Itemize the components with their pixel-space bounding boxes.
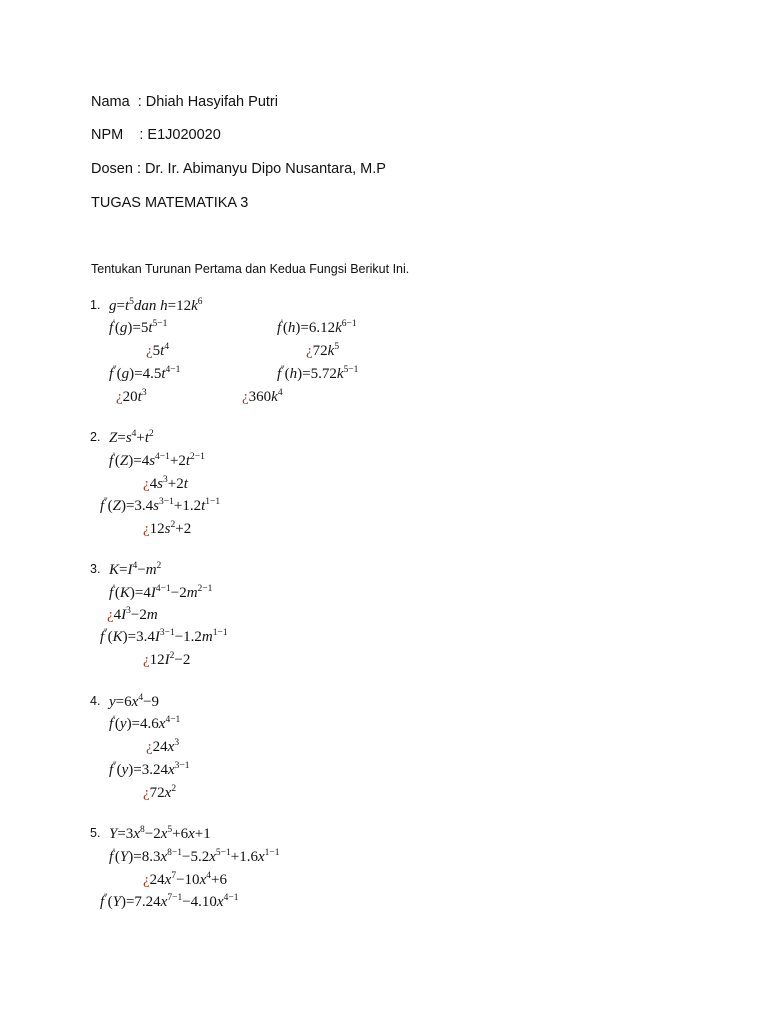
problem-3-first-derivative: $f'(K)=4I^{4-1}-2m^{2-1}$ <box>109 584 213 601</box>
problem-1-first-derivative-g: $f'(g)=5t^{5-1}$ <box>109 319 168 336</box>
problem-1-first-derivative-h: $f'(h)=6.12k^{6-1}$ <box>277 319 357 336</box>
problem-1-second-result-g: ¿$20t^3$ <box>116 388 147 405</box>
problem-5-function: $Y=3x^8-2x^5+6x+1$ <box>109 825 211 842</box>
instruction-text: Tentukan Turunan Pertama dan Kedua Fungsi Berikut Ini. <box>91 262 410 276</box>
problem-3-function: $K=I^4-m^2$ <box>109 561 162 578</box>
problem-1-second-derivative-g: $f''(g)=4.5t^{4-1}$ <box>109 365 181 382</box>
problem-4-second-result: ¿$72x^2$ <box>143 784 177 801</box>
problem-4-second-derivative: $f''(y)=3.24x^{3-1}$ <box>109 761 190 778</box>
problem-4-first-result: ¿$24x^3$ <box>146 738 180 755</box>
problem-2-number: 2. <box>90 430 101 444</box>
problem-3-second-result: ¿$12I^2-2$ <box>143 651 191 668</box>
lecturer-name: Dosen : Dr. Ir. Abimanyu Dipo Nusantara, M.P <box>91 161 386 177</box>
problem-5-first-derivative: $f'(Y)=8.3x^{8-1}-5.2x^{5-1}+1.6x^{1-1}$ <box>109 848 280 865</box>
problem-5-first-result: ¿$24x^7-10x^4+6$ <box>143 871 227 888</box>
problem-4-number: 4. <box>90 694 101 708</box>
problem-4-first-derivative: $f'(y)=4.6x^{4-1}$ <box>109 715 181 732</box>
problem-2-second-result: ¿$12s^2+2$ <box>143 520 192 537</box>
problem-1-second-derivative-h: $f''(h)=5.72k^{5-1}$ <box>277 365 359 382</box>
problem-4-function: $y=6x^4-9$ <box>109 693 160 710</box>
student-name: Nama : Dhiah Hasyifah Putri <box>91 94 278 110</box>
problem-2-function: $Z=s^4+t^2$ <box>109 429 154 446</box>
problem-2-first-result: ¿$4s^3+2t$ <box>143 475 188 492</box>
problem-1-number: 1. <box>90 298 101 312</box>
problem-3-second-derivative: $f''(K)=3.4I^{3-1}-1.2m^{1-1}$ <box>100 628 228 645</box>
problem-3-first-result: ¿$4I^3-2m$ <box>107 606 158 623</box>
problem-2-second-derivative: $f''(Z)=3.4s^{3-1}+1.2t^{1-1}$ <box>100 497 221 514</box>
problem-1-first-result-h: ¿$72k^5$ <box>306 342 340 359</box>
problem-2-first-derivative: $f'(Z)=4s^{4-1}+2t^{2-1}$ <box>109 452 205 469</box>
problem-1-second-result-h: ¿$360k^4$ <box>242 388 283 405</box>
problem-1-first-result-g: ¿$5t^4$ <box>146 342 170 359</box>
problem-1-function: $g=t^5dan$ $h=12k^6$ <box>109 297 203 314</box>
assignment-title: TUGAS MATEMATIKA 3 <box>91 195 249 211</box>
problem-5-number: 5. <box>90 826 101 840</box>
problem-3-number: 3. <box>90 562 101 576</box>
problem-5-second-derivative: $f''(Y)=7.24x^{7-1}-4.10x^{4-1}$ <box>100 893 239 910</box>
student-npm: NPM : E1J020020 <box>91 127 221 143</box>
